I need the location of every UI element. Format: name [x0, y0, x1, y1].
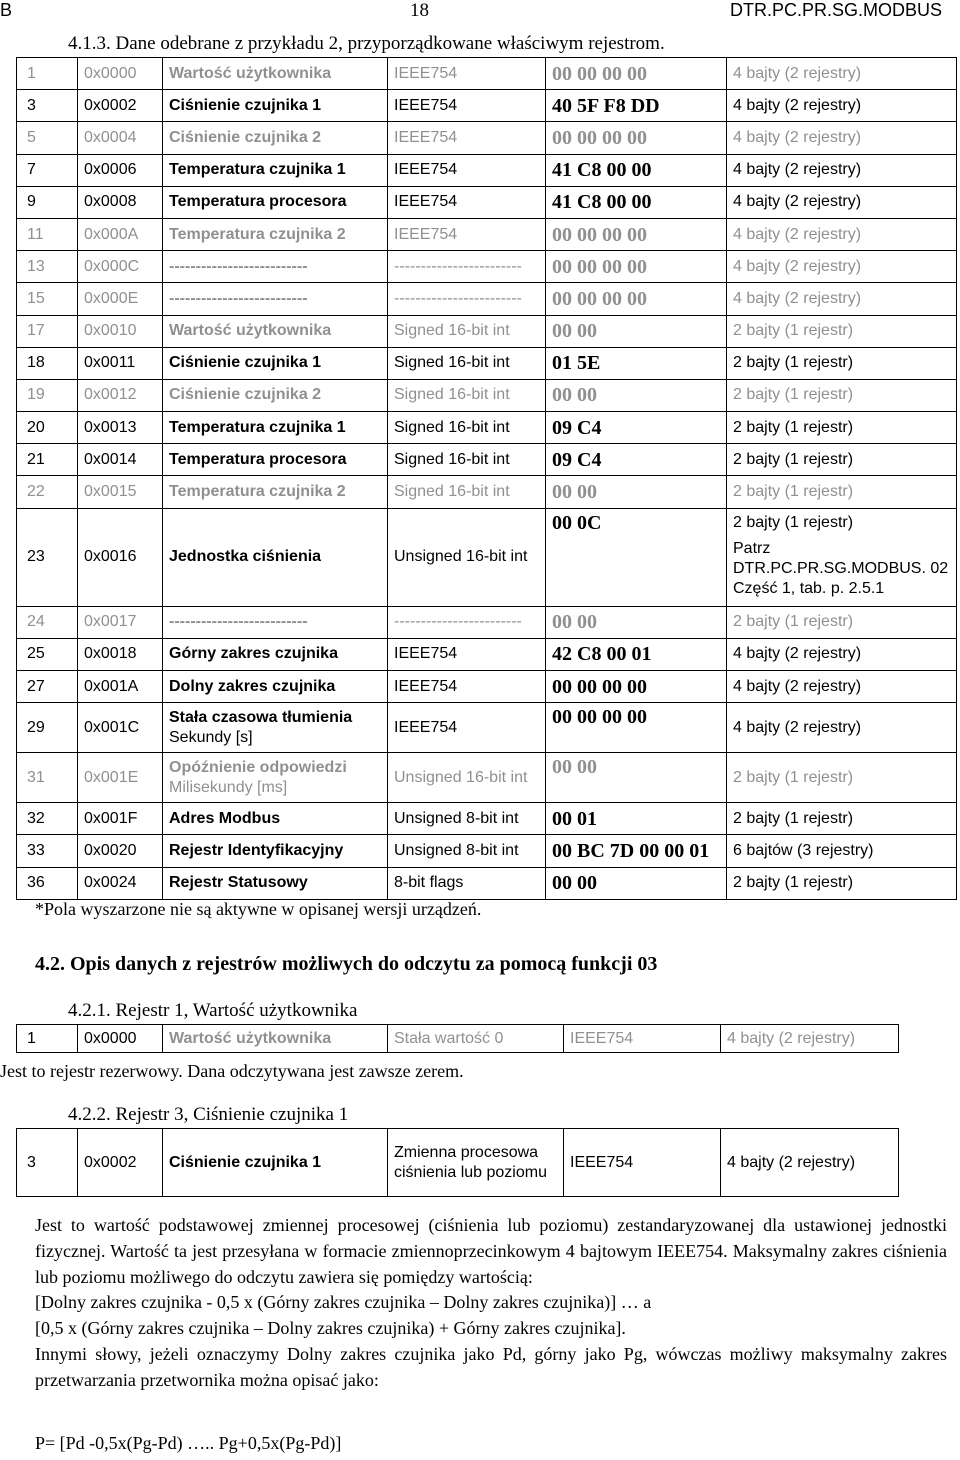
register-number: 17 [17, 315, 78, 347]
register-address: 0x0017 [78, 606, 163, 638]
register-type: Signed 16-bit int [388, 444, 546, 476]
register-size [727, 444, 957, 476]
register-address: 0x001A [78, 671, 163, 703]
register-number: 18 [17, 347, 78, 379]
register-type: IEEE754 [388, 671, 546, 703]
register-size [727, 606, 957, 638]
register-address: 0x0020 [78, 835, 163, 867]
register-name [163, 347, 388, 379]
table-row [17, 444, 957, 476]
register-name [163, 154, 388, 186]
table-row [17, 476, 957, 508]
register-data-table [16, 57, 957, 900]
register-type: IEEE754 [388, 186, 546, 218]
register-value: 00 00 00 00 [546, 218, 727, 250]
table-row [17, 90, 957, 122]
table-row [17, 186, 957, 218]
register-number: 22 [17, 476, 78, 508]
register-name [163, 90, 388, 122]
table-row [17, 379, 957, 411]
section-heading-4-1-3: 4.1.3. Dane odebrane z przykładu 2, przyporządkowane właściwym rejestrom. [68, 33, 665, 54]
register-value: 00 00 [546, 476, 727, 508]
register-type: IEEE754 [388, 703, 546, 753]
register-name-label: Ciśnienie czujnika 1 [169, 354, 322, 372]
register-address: 0x0006 [78, 154, 163, 186]
register-address: 0x0011 [78, 347, 163, 379]
register-type: 8-bit flags [388, 867, 546, 899]
register-name-label: Temperatura procesora [169, 450, 347, 468]
register-name-label: Dolny zakres czujnika [169, 677, 336, 695]
register-value: 00 BC 7D 00 00 01 [546, 835, 727, 867]
table-row [17, 218, 957, 250]
register-size [727, 753, 957, 803]
register-size-note: Patrz DTR.PC.PR.SG.MODBUS. 02 Część 1, tab. p. 2.5.1 [733, 539, 949, 597]
paragraph-line: Innymi słowy, jeżeli oznaczymy Dolny zakres czujnika jako Pd, górny jako Pg, wówczas możliwy maksymalny zakres przetwarzania przetwornika można opisać jako: [35, 1343, 947, 1390]
register-number: 27 [17, 671, 78, 703]
register-size-label: 4 bajty (2 rejestry) [733, 257, 862, 275]
register-value: 42 C8 00 01 [546, 638, 727, 670]
register-address: 0x001C [78, 703, 163, 753]
register-number: 3 [17, 90, 78, 122]
register-value: 00 00 00 00 [546, 283, 727, 315]
register-value: 09 C4 [546, 444, 727, 476]
register-number: 24 [17, 606, 78, 638]
register-type: IEEE754 [388, 90, 546, 122]
register-type: IEEE754 [564, 1025, 721, 1053]
register-type: Unsigned 8-bit int [388, 835, 546, 867]
table-row [17, 703, 957, 753]
register-value: 00 0C [546, 508, 727, 606]
register-name [163, 867, 388, 899]
register-name-label: Temperatura procesora [169, 193, 347, 211]
register-name-label: Temperatura czujnika 2 [169, 225, 346, 243]
register-number: 20 [17, 412, 78, 444]
register-number: 1 [17, 58, 78, 90]
register-unit-label: Sekundy [s] [169, 728, 253, 746]
table-row [17, 867, 957, 899]
register-name [163, 703, 388, 753]
register-size [727, 90, 957, 122]
register-type: IEEE754 [388, 58, 546, 90]
register-name-label: Ciśnienie czujnika 1 [169, 96, 322, 114]
register-name-label: Stała czasowa tłumienia [169, 708, 353, 726]
register-size-label: 2 bajty (1 rejestr) [733, 613, 854, 631]
register-address: 0x0000 [78, 58, 163, 90]
register-type: Signed 16-bit int [388, 476, 546, 508]
register-address: 0x000E [78, 283, 163, 315]
register-name-label: -------------------------- [169, 289, 308, 307]
page-number: 18 [410, 0, 429, 21]
register-size [727, 835, 957, 867]
register-1-note: Jest to rejestr rezerwowy. Dana odczytywana jest zawsze zerem. [0, 1061, 464, 1081]
register-name [163, 412, 388, 444]
table-row [17, 347, 957, 379]
table-row [17, 154, 957, 186]
register-number: 33 [17, 835, 78, 867]
register-size [727, 671, 957, 703]
document-code: DTR.PC.PR.SG.MODBUS [729, 0, 942, 20]
register-name [163, 58, 388, 90]
table-row [17, 58, 957, 90]
section-heading-4-2-1: 4.2.1. Rejestr 1, Wartość użytkownika [68, 1000, 358, 1021]
register-value: 00 01 [546, 803, 727, 835]
register-name-label: Temperatura czujnika 1 [169, 418, 346, 436]
register-name-label: Rejestr Statusowy [169, 874, 308, 892]
register-size-label: 2 bajty (1 rejestr) [733, 354, 854, 372]
register-value: 00 00 [546, 379, 727, 411]
register-address: 0x0012 [78, 379, 163, 411]
register-address: 0x0018 [78, 638, 163, 670]
register-address: 0x0014 [78, 444, 163, 476]
register-address: 0x0002 [78, 1129, 163, 1197]
register-type: Signed 16-bit int [388, 379, 546, 411]
register-value: 00 00 00 00 [546, 58, 727, 90]
register-size [727, 379, 957, 411]
register-3-description [35, 1213, 947, 1394]
range-formula: P= [Pd -0,5x(Pg-Pd) ….. Pg+0,5x(Pg-Pd)] [35, 1433, 342, 1453]
register-type: Unsigned 16-bit int [388, 508, 546, 606]
paragraph-line: [0,5 x (Górny zakres czujnika – Dolny zakres czujnika) + Górny zakres czujnika]. [35, 1318, 626, 1339]
register-number: 7 [17, 154, 78, 186]
register-name [163, 186, 388, 218]
register-name-label: Ciśnienie czujnika 2 [169, 128, 322, 146]
table-row [17, 606, 957, 638]
register-size-label: 4 bajty (2 rejestry) [733, 96, 862, 114]
register-name-label: Ciśnienie czujnika 2 [169, 386, 322, 404]
register-size-label: 2 bajty (1 rejestr) [733, 450, 854, 468]
register-size-label: 4 bajty (2 rejestry) [733, 161, 862, 179]
register-size-label: 4 bajty (2 rejestry) [733, 128, 862, 146]
register-size-label: 2 bajty (1 rejestr) [733, 809, 854, 827]
register-name [163, 835, 388, 867]
register-number: 9 [17, 186, 78, 218]
table-row [17, 315, 957, 347]
register-address: 0x001F [78, 803, 163, 835]
register-size [727, 476, 957, 508]
table-row [17, 835, 957, 867]
table-row [17, 122, 957, 154]
register-address: 0x0002 [78, 90, 163, 122]
register-address: 0x0004 [78, 122, 163, 154]
register-name [163, 122, 388, 154]
register-size [727, 154, 957, 186]
register-number: 5 [17, 122, 78, 154]
register-value: 01 5E [546, 347, 727, 379]
register-name [163, 283, 388, 315]
register-size [727, 638, 957, 670]
table-row [17, 251, 957, 283]
register-type: Unsigned 8-bit int [388, 803, 546, 835]
register-value: 00 00 [546, 867, 727, 899]
register-value: 41 C8 00 00 [546, 154, 727, 186]
register-size [727, 803, 957, 835]
register-type: IEEE754 [388, 154, 546, 186]
register-name-label: Opóźnienie odpowiedzi [169, 758, 347, 776]
register-type: IEEE754 [388, 218, 546, 250]
register-3-table [16, 1128, 899, 1197]
register-name [163, 638, 388, 670]
register-type: IEEE754 [564, 1129, 721, 1197]
register-value: 41 C8 00 00 [546, 186, 727, 218]
register-address: 0x001E [78, 753, 163, 803]
table-row [17, 1129, 899, 1197]
register-type: ------------------------ [388, 606, 546, 638]
register-address: 0x0016 [78, 508, 163, 606]
register-unit-label: Milisekundy [ms] [169, 778, 288, 796]
register-size-label: 2 bajty (1 rejestr) [733, 386, 854, 404]
register-name [163, 803, 388, 835]
table-row [17, 671, 957, 703]
register-type: Signed 16-bit int [388, 347, 546, 379]
register-size-label: 4 bajty (2 rejestry) [733, 289, 862, 307]
register-size [727, 315, 957, 347]
register-size [727, 703, 957, 753]
register-name [163, 606, 388, 638]
register-description: Zmienna procesowa ciśnienia lub poziomu [388, 1129, 564, 1197]
register-size: 4 bajty (2 rejestry) [721, 1025, 899, 1053]
register-number: 13 [17, 251, 78, 283]
register-size-label: 2 bajty (1 rejestr) [733, 768, 854, 786]
register-description: Stała wartość 0 [388, 1025, 564, 1053]
table-row [17, 1025, 899, 1053]
register-size-label: 4 bajty (2 rejestry) [733, 225, 862, 243]
register-name-label: Górny zakres czujnika [169, 645, 338, 663]
register-type: Signed 16-bit int [388, 412, 546, 444]
register-type: Signed 16-bit int [388, 315, 546, 347]
register-number: 25 [17, 638, 78, 670]
register-address: 0x000A [78, 218, 163, 250]
register-address: 0x0013 [78, 412, 163, 444]
register-name [163, 444, 388, 476]
table-row [17, 283, 957, 315]
register-address: 0x0008 [78, 186, 163, 218]
register-value: 00 00 00 00 [546, 703, 727, 753]
register-number: 32 [17, 803, 78, 835]
register-size [727, 218, 957, 250]
register-value: 00 00 [546, 606, 727, 638]
register-name-label: Adres Modbus [169, 809, 281, 827]
register-name [163, 508, 388, 606]
header-left-mark: B [0, 0, 13, 20]
register-size [727, 186, 957, 218]
register-name [163, 315, 388, 347]
register-number: 31 [17, 753, 78, 803]
register-type: ------------------------ [388, 283, 546, 315]
register-name [163, 218, 388, 250]
register-name-label: Jednostka ciśnienia [169, 548, 322, 566]
register-size-label: 2 bajty (1 rejestr) [733, 874, 854, 892]
register-name: Wartość użytkownika [163, 1025, 388, 1053]
register-value: 00 00 [546, 753, 727, 803]
section-heading-4-2: 4.2. Opis danych z rejestrów możliwych do odczytu za pomocą funkcji 03 [35, 953, 658, 975]
section-heading-4-2-2: 4.2.2. Rejestr 3, Ciśnienie czujnika 1 [68, 1104, 349, 1125]
register-name [163, 753, 388, 803]
register-address: 0x0024 [78, 867, 163, 899]
register-type: IEEE754 [388, 638, 546, 670]
register-name-label: Temperatura czujnika 1 [169, 161, 346, 179]
register-name [163, 379, 388, 411]
register-value: 00 00 00 00 [546, 671, 727, 703]
register-value: 00 00 00 00 [546, 251, 727, 283]
register-size-label: 4 bajty (2 rejestry) [733, 64, 862, 82]
table-row [17, 412, 957, 444]
footnote: *Pola wyszarzone nie są aktywne w opisanej wersji urządzeń. [35, 899, 482, 919]
register-number: 23 [17, 508, 78, 606]
register-name: Ciśnienie czujnika 1 [163, 1129, 388, 1197]
table-row [17, 803, 957, 835]
register-address: 0x000C [78, 251, 163, 283]
register-size-label: 4 bajty (2 rejestry) [733, 718, 862, 736]
register-name-label: Rejestr Identyfikacyjny [169, 841, 344, 859]
register-size-label: 6 bajtów (3 rejestry) [733, 841, 874, 859]
register-name [163, 251, 388, 283]
register-name-label: Temperatura czujnika 2 [169, 483, 346, 501]
register-type: IEEE754 [388, 122, 546, 154]
register-size-label: 2 bajty (1 rejestr) [733, 513, 854, 531]
register-size [727, 867, 957, 899]
register-size-label: 4 bajty (2 rejestry) [733, 645, 862, 663]
register-number: 15 [17, 283, 78, 315]
register-name [163, 476, 388, 508]
register-value: 00 00 00 00 [546, 122, 727, 154]
register-1-table [16, 1024, 899, 1053]
register-size [727, 412, 957, 444]
register-size [727, 508, 957, 606]
register-size [727, 251, 957, 283]
register-value: 00 00 [546, 315, 727, 347]
register-size [727, 347, 957, 379]
register-size-label: 2 bajty (1 rejestr) [733, 483, 854, 501]
register-address: 0x0000 [78, 1025, 163, 1053]
register-size-label: 4 bajty (2 rejestry) [733, 677, 862, 695]
register-value: 09 C4 [546, 412, 727, 444]
register-number: 3 [17, 1129, 78, 1197]
table-row [17, 638, 957, 670]
register-size-label: 4 bajty (2 rejestry) [733, 193, 862, 211]
register-number: 36 [17, 867, 78, 899]
register-number: 1 [17, 1025, 78, 1053]
register-type: ------------------------ [388, 251, 546, 283]
register-value: 40 5F F8 DD [546, 90, 727, 122]
register-type: Unsigned 16-bit int [388, 753, 546, 803]
paragraph-line: Jest to wartość podstawowej zmiennej procesowej (ciśnienia lub poziomu) zestandaryzowanej dla ustawionej jednostki fizycznej. Wartość ta jest przesyłana w formacie zmiennoprzecinkowym 4 bajtowym IEEE754. Maksymalny zakres ciśnienia lub poziomu możliwego do odczytu zawiera się pomiędzy wartością: [35, 1215, 947, 1287]
register-size [727, 283, 957, 315]
register-name-label: Wartość użytkownika [169, 64, 332, 82]
register-name-label: -------------------------- [169, 613, 308, 631]
paragraph-line: [Dolny zakres czujnika - 0,5 x (Górny zakres czujnika – Dolny zakres czujnika)] … a [35, 1292, 652, 1313]
register-address: 0x0010 [78, 315, 163, 347]
register-name [163, 671, 388, 703]
register-name-label: Wartość użytkownika [169, 322, 332, 340]
register-number: 21 [17, 444, 78, 476]
register-size: 4 bajty (2 rejestry) [721, 1129, 899, 1197]
register-name-label: -------------------------- [169, 257, 308, 275]
table-row [17, 753, 957, 803]
register-number: 19 [17, 379, 78, 411]
register-size [727, 58, 957, 90]
register-number: 11 [17, 218, 78, 250]
register-address: 0x0015 [78, 476, 163, 508]
register-number: 29 [17, 703, 78, 753]
page-header [0, 0, 960, 26]
table-row [17, 508, 957, 606]
register-size [727, 122, 957, 154]
register-size-label: 2 bajty (1 rejestr) [733, 322, 854, 340]
register-size-label: 2 bajty (1 rejestr) [733, 418, 854, 436]
